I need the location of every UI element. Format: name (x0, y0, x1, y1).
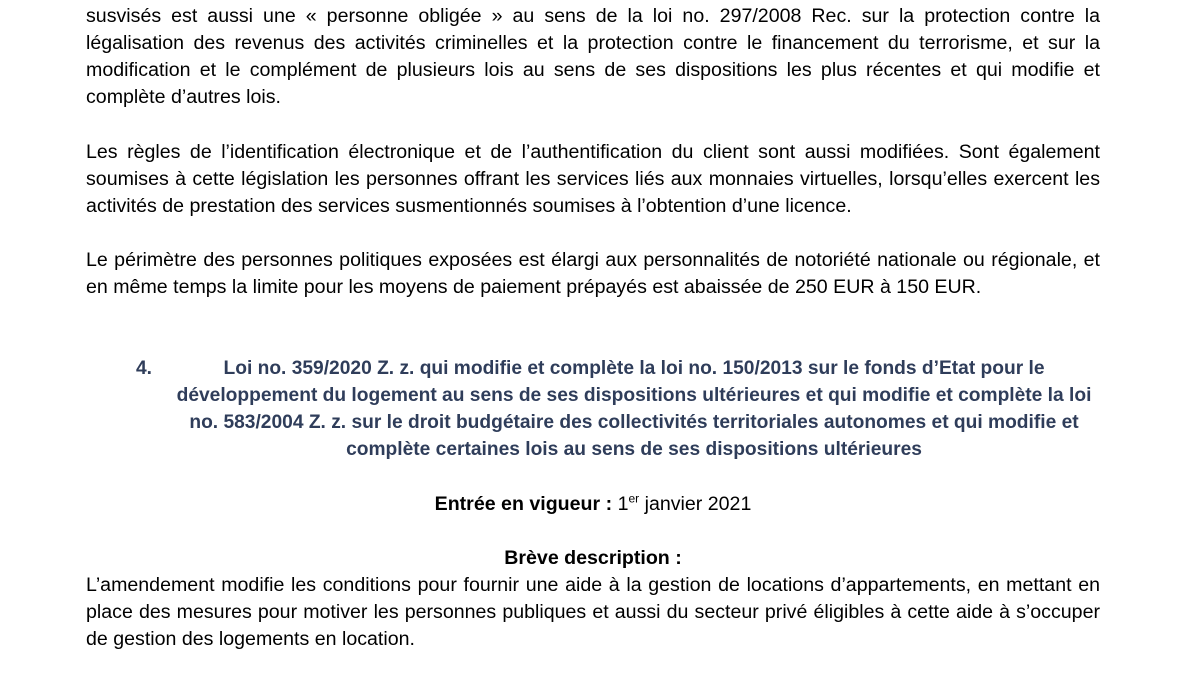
paragraph-aml-obliged-person: susvisés est aussi une « personne obligée » au sens de la loi no. 297/2008 Rec. sur la protection contre la légalisation des revenus des activités criminelles et la protection contre le financement du terrorisme, et sur la modification et le complément de plusieurs lois au sens de ses dispositions les plus récentes et qui modifie et complète d’autres lois. (86, 5, 1100, 108)
effective-date-day-suffix: er (628, 491, 640, 506)
effective-date-month-year: janvier 2021 (644, 493, 752, 515)
effective-date-day: 1 (617, 493, 629, 515)
section-title: Loi no. 359/2020 Z. z. qui modifie et complète la loi no. 150/2013 sur le fonds d’Etat pour le développement du logement au sens de ses dispositions ultérieures et qui modifie et complète la loi no. 583/2004 Z. z. sur le droit budgétaire des collectivités territoriales autonomes et qui modifie et complète certaines lois au sens de ses dispositions ultérieures (176, 358, 1092, 460)
effective-date-label: Entrée en vigueur : (434, 493, 613, 515)
effective-date-line (86, 491, 1100, 518)
description-heading: Brève description : (504, 547, 682, 569)
description-text: L’amendement modifie les conditions pour fournir une aide à la gestion de locations d’appartements, en mettant en place des mesures pour motiver les personnes publiques et aussi du secteur privé éligibles à cette aide à s’occuper de gestion des logements en location. (86, 574, 1100, 650)
section-number: 4. (136, 358, 153, 379)
paragraph-electronic-identification: Les règles de l’identification électronique et de l’authentification du client sont aussi modifiées. Sont également soumises à cette législation les personnes offrant les services liés aux monnaies virtuelles, lorsqu’elles exercent les activités de prestation des services susmentionnés soumises à l’obtention d’une licence. (86, 141, 1100, 217)
paragraph-politically-exposed-persons: Le périmètre des personnes politiques exposées est élargi aux personnalités de notoriété nationale ou régionale, et en même temps la limite pour les moyens de paiement prépayés est abaissée de 250 EUR à 150 EUR. (86, 249, 1100, 298)
